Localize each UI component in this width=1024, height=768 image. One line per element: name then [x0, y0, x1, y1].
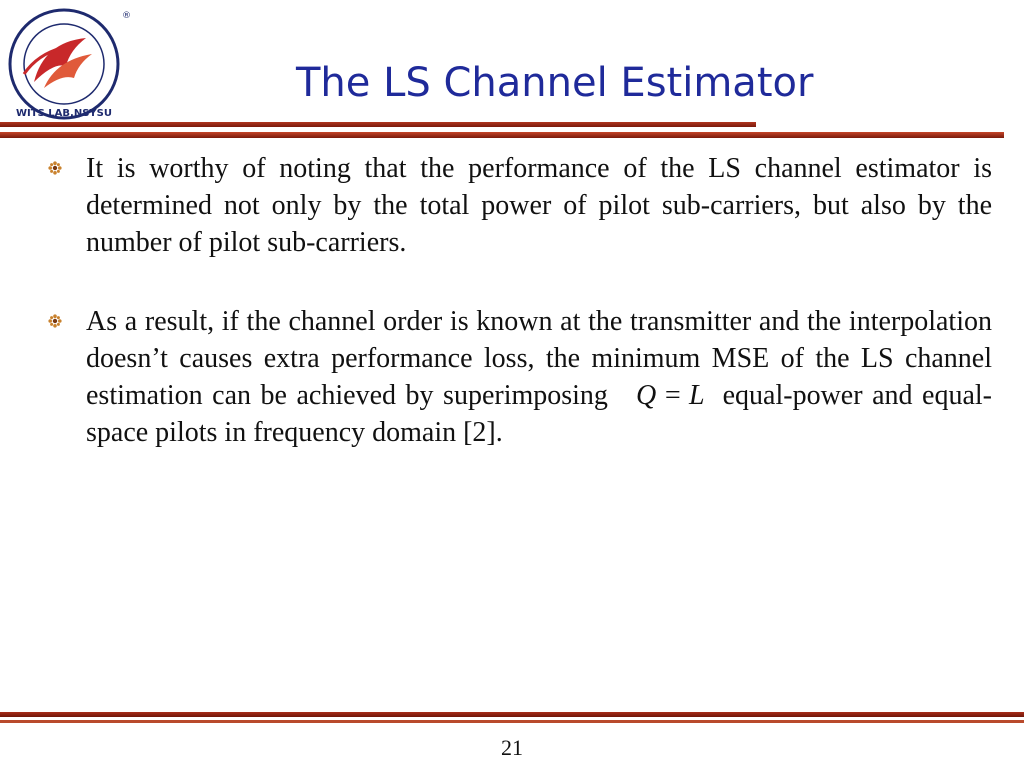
svg-text:®: ® — [122, 11, 131, 21]
flower-bullet-icon — [48, 161, 62, 175]
footer-divider-upper — [0, 712, 1024, 717]
header-divider-upper — [0, 122, 756, 127]
flower-bullet-icon — [48, 314, 62, 328]
logo-label: WITS LAB.NSYSU — [16, 108, 112, 119]
bullet-text: It is worthy of noting that the performance of the LS channel estimator is determined not only by the total power of pilot sub-carriers, but also by the number of pilot sub-carriers. — [86, 153, 992, 258]
bullet-item — [48, 150, 992, 261]
bullet-text-before: As a result, if the channel order is known at the transmitter and the interpolation doesn’t causes extra performance loss, the minimum MSE of the LS channel estimation can be achieved by superimposing — [86, 306, 992, 411]
footer-divider-lower — [0, 720, 1024, 723]
page-number: 21 — [501, 735, 523, 760]
slide-body — [48, 150, 992, 493]
header-divider-lower — [0, 132, 1004, 138]
bullet-text — [86, 303, 992, 451]
bullet-text-after: equal-power and equal-space pilots in frequency domain [2]. — [86, 380, 992, 448]
wits-lab-logo — [4, 4, 132, 122]
equation: Q = L — [635, 380, 705, 411]
slide-title: The LS Channel Estimator — [296, 60, 814, 106]
bullet-item — [48, 303, 992, 451]
